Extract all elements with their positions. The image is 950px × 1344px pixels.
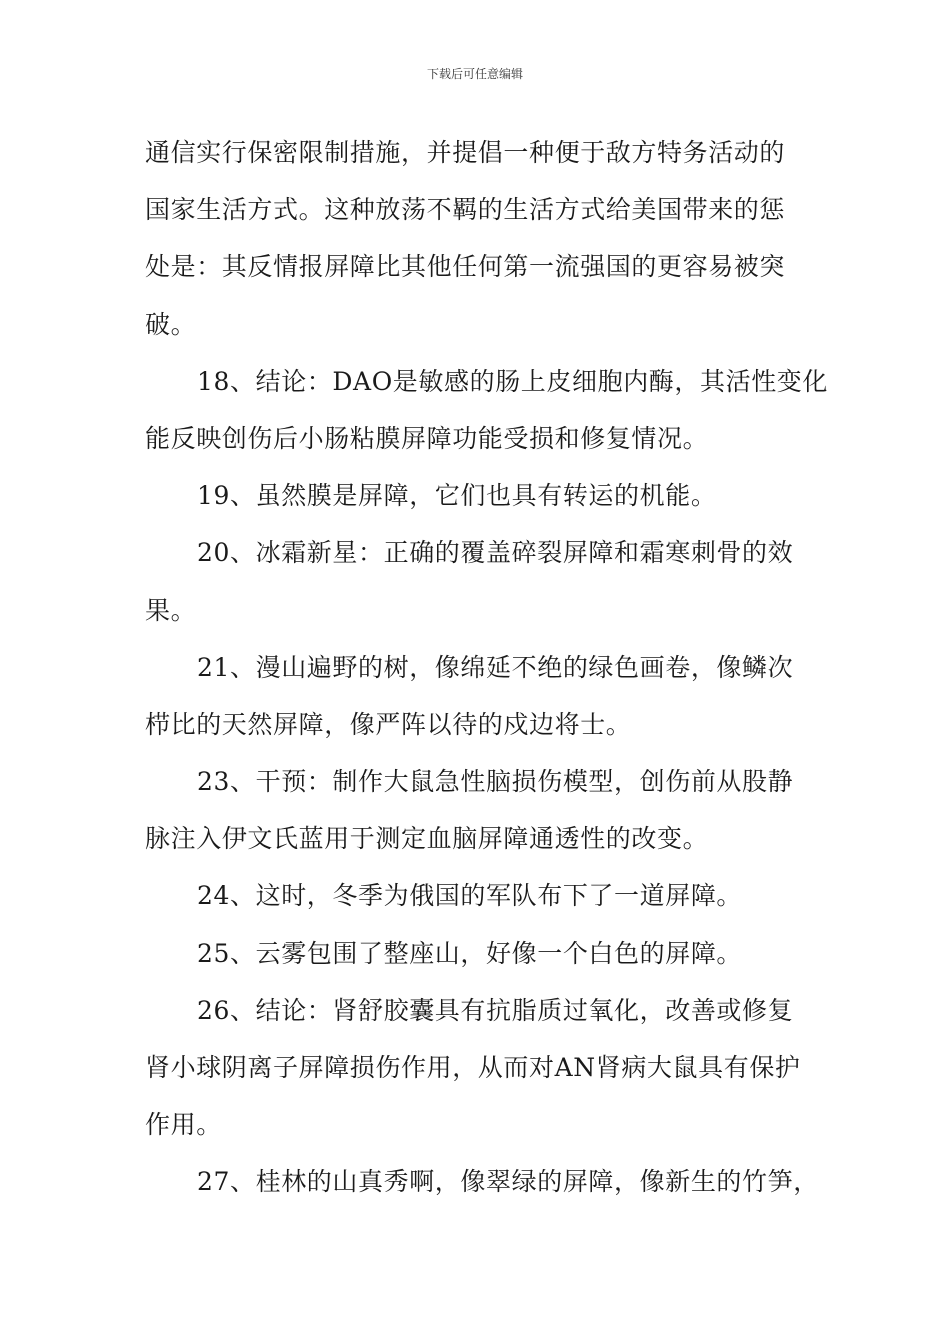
paragraph-start: 24、这时，冬季为俄国的军队布下了一道屏障。 (197, 881, 743, 911)
text-line: 国家生活方式。这种放荡不羁的生活方式给美国带来的惩 (145, 195, 786, 225)
text-line: 栉比的天然屏障，像严阵以待的戍边将士。 (145, 709, 632, 739)
document-body (145, 124, 829, 1211)
text-line: 肾小球阴离子屏障损伤作用，从而对AN肾病大鼠具有保护 (145, 1053, 801, 1082)
paragraph-start: 25、云雾包围了整座山，好像一个白色的屏障。 (197, 938, 743, 968)
paragraph-start: 18、结论：DAO是敏感的肠上皮细胞内酶，其活性变化 (197, 366, 829, 396)
paragraph-start: 27、桂林的山真秀啊，像翠绿的屏障，像新生的竹笋， (197, 1167, 819, 1197)
text-line: 果。 (145, 595, 197, 625)
paragraph-start: 21、漫山遍野的树，像绵延不绝的绿色画卷，像鳞次 (197, 652, 794, 682)
text-line: 脉注入伊文氏蓝用于测定血脑屏障通透性的改变。 (145, 824, 709, 854)
paragraph-start: 26、结论：肾舒胶囊具有抗脂质过氧化，改善或修复 (197, 995, 794, 1025)
paragraph-start: 23、干预：制作大鼠急性脑损伤模型，创伤前从股静 (197, 767, 794, 797)
text-line: 通信实行保密限制措施，并提倡一种便于敌方特务活动的 (145, 138, 786, 167)
paragraph-start: 20、冰霜新星：正确的覆盖碎裂屏障和霜寒刺骨的效 (197, 538, 794, 568)
text-line: 处是：其反情报屏障比其他任何第一流强国的更容易被突 (145, 252, 786, 282)
text-line: 作用。 (145, 1110, 222, 1140)
page-header: 下载后可任意编辑 (426, 67, 523, 81)
text-line: 破。 (145, 309, 197, 339)
text-line: 能反映创伤后小肠粘膜屏障功能受损和修复情况。 (145, 423, 709, 453)
paragraph-start: 19、虽然膜是屏障，它们也具有转运的机能。 (197, 481, 717, 511)
